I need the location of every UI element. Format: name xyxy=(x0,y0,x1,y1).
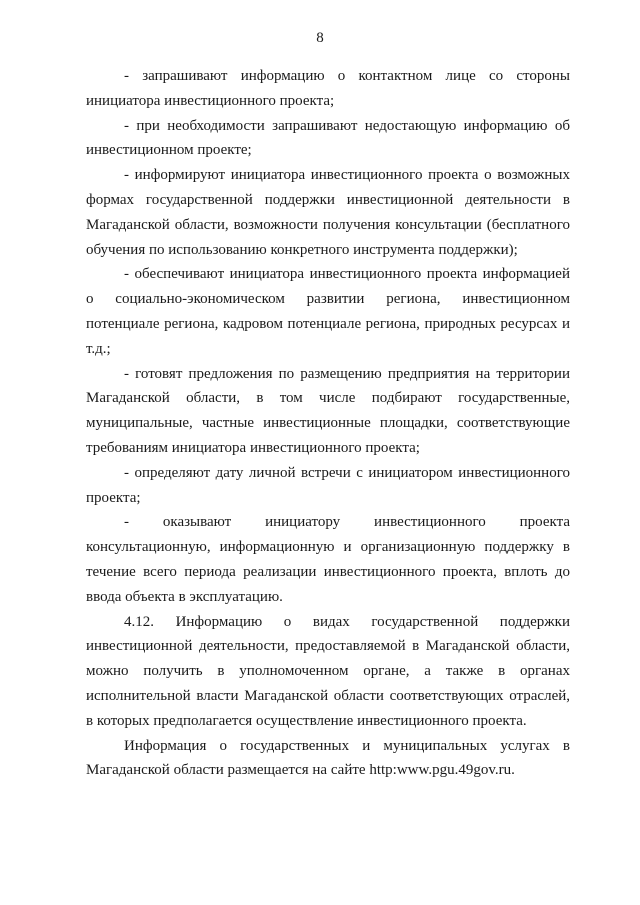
page-number: 8 xyxy=(316,30,324,46)
paragraph-region-info: - обеспечивают инициатора инвестиционного проекта информацией о социально-экономическом развитии региона, инвестиционном потенциале региона, кадровом потенциале региона, природных ресурсах и т.д.; xyxy=(86,266,570,357)
paragraph-site-proposals: - готовят предложения по размещению предприятия на территории Магаданской области, в том числе подбирают государственные, муниципальные, частные инвестиционные площадки, соответствующие требованиям инициатора инвестиционного проекта; xyxy=(86,365,570,456)
paragraph-support-forms: - информируют инициатора инвестиционного проекта о возможных формах государственной поддержки инвестиционной деятельности в Магаданской области, возможности получения консультации (бесплатного обучения по использованию конкретного инструмента поддержки); xyxy=(86,167,570,258)
paragraph-services-site: Информация о государственных и муниципальных услугах в Магаданской области размещается на сайте http:www.pgu.49gov.ru. xyxy=(86,737,570,779)
paragraph-project-support: - оказывают инициатору инвестиционного проекта консультационную, информационную и организационную поддержку в течение всего периода реализации инвестиционного проекта, вплоть до ввода объекта в эксплуатацию. xyxy=(86,514,570,605)
paragraph-section-4-12: 4.12. Информацию о видах государственной поддержки инвестиционной деятельности, предоставляемой в Магаданской области, можно получить в уполномоченном органе, а также в органах исполнительной власти Магаданской области соответствующих отраслей, в которых предполагается осуществление инвестиционного проекта. xyxy=(86,613,570,729)
paragraph-meeting-date: - определяют дату личной встречи с инициатором инвестиционного проекта; xyxy=(86,464,570,506)
document-body xyxy=(86,64,570,783)
paragraph-contact-info: - запрашивают информацию о контактном лице со стороны инициатора инвестиционного проекта; xyxy=(86,68,570,109)
paragraph-missing-info: - при необходимости запрашивают недостающую информацию об инвестиционном проекте; xyxy=(86,117,570,159)
